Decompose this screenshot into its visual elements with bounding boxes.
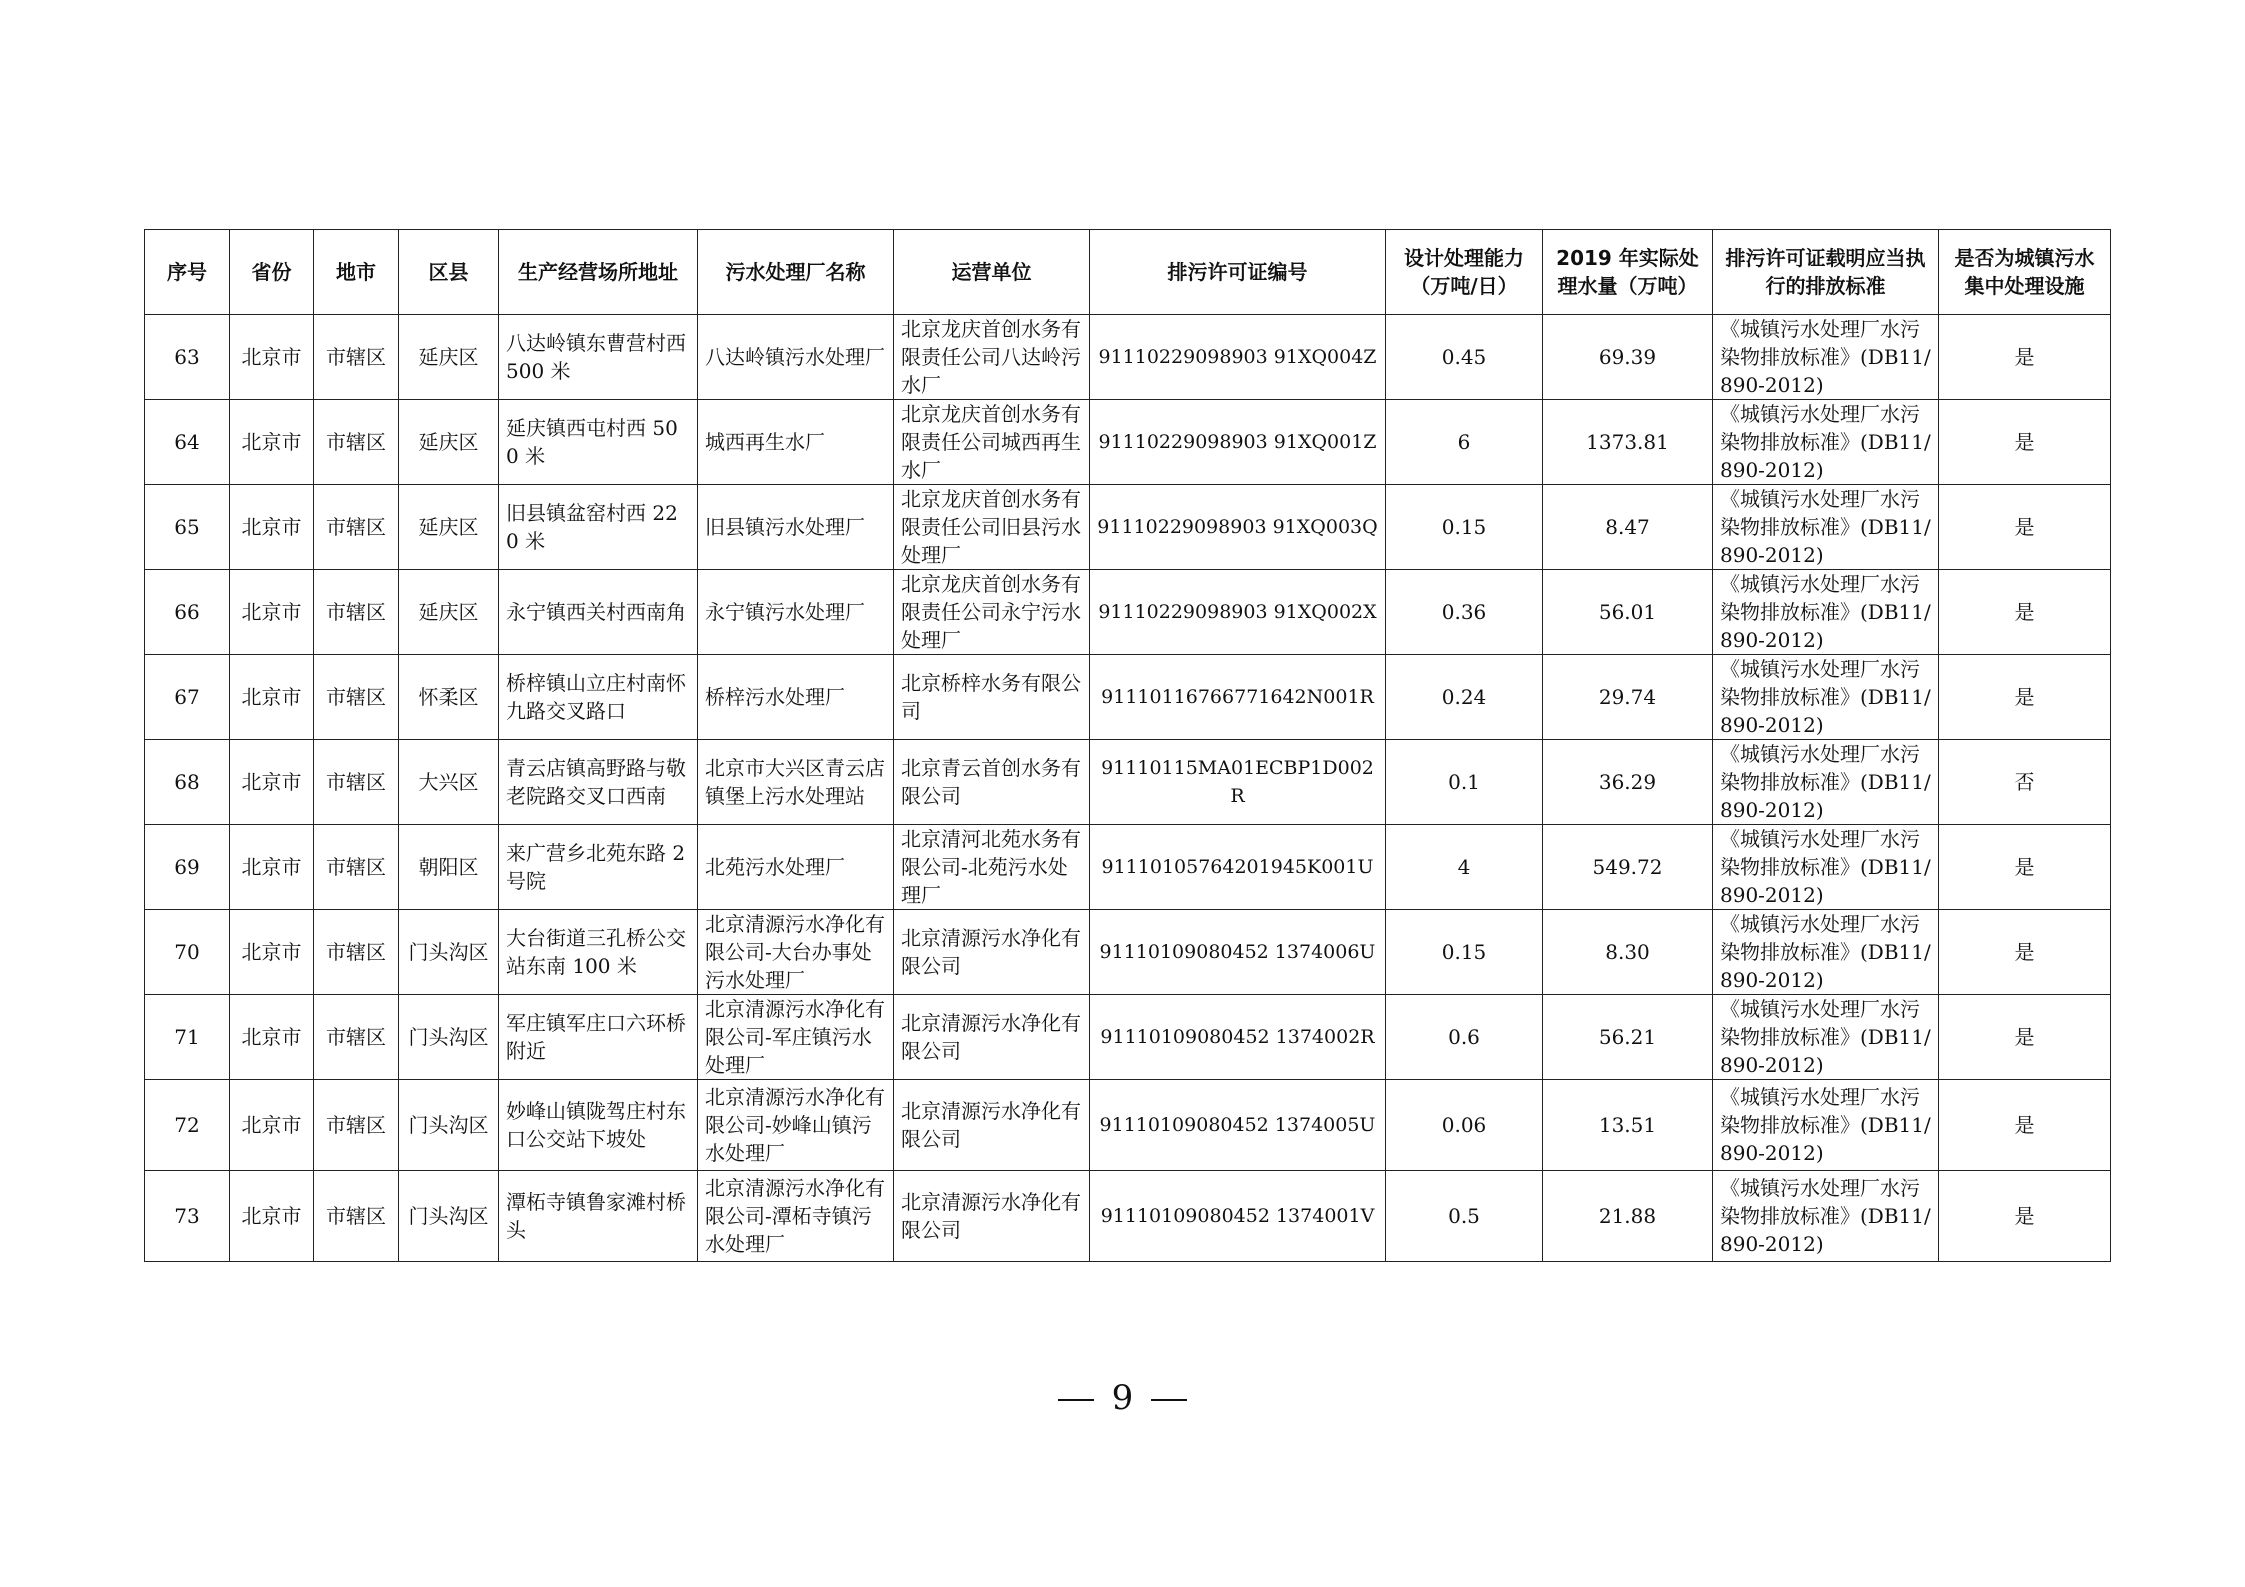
- table-row: [145, 485, 2111, 570]
- table-cell: 市辖区: [314, 740, 399, 825]
- table-cell: 北京清源污水净化有限公司: [894, 1080, 1090, 1171]
- table-cell: 0.15: [1386, 485, 1543, 570]
- table-cell: 来广营乡北苑东路 2 号院: [499, 825, 698, 910]
- header-cell: 排污许可证编号: [1090, 230, 1386, 315]
- table-cell: 北京清源污水净化有限公司-妙峰山镇污水处理厂: [698, 1080, 894, 1171]
- table-cell: 91110229098903 91XQ002X: [1090, 570, 1386, 655]
- table-cell: 71: [145, 995, 230, 1080]
- table-cell: 大兴区: [399, 740, 499, 825]
- table-cell: 朝阳区: [399, 825, 499, 910]
- table-cell: 北京市: [230, 740, 314, 825]
- table-cell: 旧县镇污水处理厂: [698, 485, 894, 570]
- table-cell: 妙峰山镇陇驾庄村东口公交站下坡处: [499, 1080, 698, 1171]
- table-row: [145, 1171, 2111, 1262]
- table-cell: 0.6: [1386, 995, 1543, 1080]
- table-cell: 门头沟区: [399, 910, 499, 995]
- table-cell: 64: [145, 400, 230, 485]
- table-cell: 是: [1939, 1080, 2111, 1171]
- table-cell: 北京龙庆首创水务有限责任公司八达岭污水厂: [894, 315, 1090, 400]
- header-cell: 地市: [314, 230, 399, 315]
- table-cell: 北京青云首创水务有限公司: [894, 740, 1090, 825]
- table-cell: 延庆区: [399, 485, 499, 570]
- table-cell: 56.01: [1543, 570, 1713, 655]
- table-cell: 北京清源污水净化有限公司: [894, 995, 1090, 1080]
- table-cell: 91110105764201945K001U: [1090, 825, 1386, 910]
- table-cell: 永宁镇污水处理厂: [698, 570, 894, 655]
- table-cell: 北京市: [230, 485, 314, 570]
- header-cell: 是否为城镇污水集中处理设施: [1939, 230, 2111, 315]
- table-cell: 是: [1939, 655, 2111, 740]
- table-cell: 68: [145, 740, 230, 825]
- header-cell: 序号: [145, 230, 230, 315]
- table-cell: 29.74: [1543, 655, 1713, 740]
- table-cell: 6: [1386, 400, 1543, 485]
- table-cell: 《城镇污水处理厂水污染物排放标准》(DB11/890-2012): [1713, 485, 1939, 570]
- table-cell: 73: [145, 1171, 230, 1262]
- table-cell: 是: [1939, 485, 2111, 570]
- table-cell: 市辖区: [314, 570, 399, 655]
- header-cell: 污水处理厂名称: [698, 230, 894, 315]
- table-cell: 91110109080452 1374005U: [1090, 1080, 1386, 1171]
- table-cell: 13.51: [1543, 1080, 1713, 1171]
- table-cell: 桥梓镇山立庄村南怀九路交叉路口: [499, 655, 698, 740]
- footer-dash-right: [1151, 1399, 1187, 1401]
- table-cell: 91110109080452 1374006U: [1090, 910, 1386, 995]
- table-cell: 是: [1939, 400, 2111, 485]
- table-cell: 《城镇污水处理厂水污染物排放标准》(DB11/890-2012): [1713, 995, 1939, 1080]
- header-cell: 运营单位: [894, 230, 1090, 315]
- table-cell: 《城镇污水处理厂水污染物排放标准》(DB11/890-2012): [1713, 1171, 1939, 1262]
- table-cell: 门头沟区: [399, 1080, 499, 1171]
- table-cell: 《城镇污水处理厂水污染物排放标准》(DB11/890-2012): [1713, 910, 1939, 995]
- table-cell: 市辖区: [314, 655, 399, 740]
- table-cell: 《城镇污水处理厂水污染物排放标准》(DB11/890-2012): [1713, 400, 1939, 485]
- table-cell: 《城镇污水处理厂水污染物排放标准》(DB11/890-2012): [1713, 315, 1939, 400]
- table-cell: 门头沟区: [399, 1171, 499, 1262]
- table-cell: 91110109080452 1374002R: [1090, 995, 1386, 1080]
- table-cell: 市辖区: [314, 315, 399, 400]
- table-cell: 0.5: [1386, 1171, 1543, 1262]
- table-cell: 八达岭镇污水处理厂: [698, 315, 894, 400]
- table-cell: 0.15: [1386, 910, 1543, 995]
- table-cell: 66: [145, 570, 230, 655]
- table-cell: 《城镇污水处理厂水污染物排放标准》(DB11/890-2012): [1713, 1080, 1939, 1171]
- table-cell: 北京市大兴区青云店镇堡上污水处理站: [698, 740, 894, 825]
- table-cell: 市辖区: [314, 400, 399, 485]
- table-cell: 是: [1939, 1171, 2111, 1262]
- table-cell: 91110229098903 91XQ003Q: [1090, 485, 1386, 570]
- table-cell: 4: [1386, 825, 1543, 910]
- table-cell: 91110116766771642N001R: [1090, 655, 1386, 740]
- table-cell: 北京市: [230, 1080, 314, 1171]
- table-cell: 北京清河北苑水务有限公司-北苑污水处理厂: [894, 825, 1090, 910]
- table-cell: 72: [145, 1080, 230, 1171]
- table-cell: 0.45: [1386, 315, 1543, 400]
- table-header-row: [145, 230, 2111, 315]
- table-cell: 是: [1939, 910, 2111, 995]
- header-cell: 区县: [399, 230, 499, 315]
- table-cell: 《城镇污水处理厂水污染物排放标准》(DB11/890-2012): [1713, 655, 1939, 740]
- header-cell: 生产经营场所地址: [499, 230, 698, 315]
- table-cell: 《城镇污水处理厂水污染物排放标准》(DB11/890-2012): [1713, 825, 1939, 910]
- table-cell: 《城镇污水处理厂水污染物排放标准》(DB11/890-2012): [1713, 570, 1939, 655]
- table-cell: 北京龙庆首创水务有限责任公司城西再生水厂: [894, 400, 1090, 485]
- table-cell: 延庆区: [399, 315, 499, 400]
- table-cell: 是: [1939, 570, 2111, 655]
- table-cell: 《城镇污水处理厂水污染物排放标准》(DB11/890-2012): [1713, 740, 1939, 825]
- table-cell: 91110115MA01ECBP1D002R: [1090, 740, 1386, 825]
- table-cell: 北京清源污水净化有限公司-潭柘寺镇污水处理厂: [698, 1171, 894, 1262]
- table-cell: 36.29: [1543, 740, 1713, 825]
- table-cell: 8.30: [1543, 910, 1713, 995]
- table-cell: 0.1: [1386, 740, 1543, 825]
- table-cell: 否: [1939, 740, 2111, 825]
- table-cell: 70: [145, 910, 230, 995]
- table-cell: 潭柘寺镇鲁家滩村桥头: [499, 1171, 698, 1262]
- table-cell: 北京桥梓水务有限公司: [894, 655, 1090, 740]
- table-cell: 桥梓污水处理厂: [698, 655, 894, 740]
- table-cell: 是: [1939, 825, 2111, 910]
- footer-dash-left: [1058, 1399, 1094, 1401]
- table-cell: 21.88: [1543, 1171, 1713, 1262]
- table-row: [145, 740, 2111, 825]
- table-cell: 八达岭镇东曹营村西 500 米: [499, 315, 698, 400]
- table-row: [145, 825, 2111, 910]
- table-cell: 北京市: [230, 1171, 314, 1262]
- table-cell: 大台街道三孔桥公交站东南 100 米: [499, 910, 698, 995]
- table-row: [145, 570, 2111, 655]
- header-cell: 省份: [230, 230, 314, 315]
- header-cell: 2019 年实际处理水量（万吨）: [1543, 230, 1713, 315]
- table-cell: 56.21: [1543, 995, 1713, 1080]
- table-cell: 北京市: [230, 315, 314, 400]
- table-cell: 市辖区: [314, 485, 399, 570]
- page-number: 9: [1111, 1378, 1134, 1418]
- table-cell: 65: [145, 485, 230, 570]
- table-cell: 是: [1939, 995, 2111, 1080]
- facility-table: [144, 229, 2111, 1262]
- table-cell: 0.24: [1386, 655, 1543, 740]
- table-row: [145, 315, 2111, 400]
- table-cell: 永宁镇西关村西南角: [499, 570, 698, 655]
- table-cell: 市辖区: [314, 995, 399, 1080]
- table-cell: 市辖区: [314, 910, 399, 995]
- table-cell: 延庆镇西屯村西 500 米: [499, 400, 698, 485]
- table-cell: 1373.81: [1543, 400, 1713, 485]
- table-cell: 北京清源污水净化有限公司: [894, 910, 1090, 995]
- table-cell: 市辖区: [314, 1080, 399, 1171]
- table-cell: 北京龙庆首创水务有限责任公司旧县污水处理厂: [894, 485, 1090, 570]
- table-cell: 0.06: [1386, 1080, 1543, 1171]
- table-row: [145, 910, 2111, 995]
- table-cell: 旧县镇盆窑村西 220 米: [499, 485, 698, 570]
- table-cell: 北京清源污水净化有限公司-军庄镇污水处理厂: [698, 995, 894, 1080]
- table-row: [145, 995, 2111, 1080]
- table-row: [145, 655, 2111, 740]
- page-footer: [0, 1378, 2245, 1418]
- table-cell: 91110109080452 1374001V: [1090, 1171, 1386, 1262]
- table-cell: 69.39: [1543, 315, 1713, 400]
- header-cell: 设计处理能力（万吨/日）: [1386, 230, 1543, 315]
- table-cell: 门头沟区: [399, 995, 499, 1080]
- table-cell: 北京市: [230, 995, 314, 1080]
- table-cell: 延庆区: [399, 570, 499, 655]
- header-cell: 排污许可证载明应当执行的排放标准: [1713, 230, 1939, 315]
- table-cell: 67: [145, 655, 230, 740]
- table-cell: 市辖区: [314, 825, 399, 910]
- table-cell: 91110229098903 91XQ001Z: [1090, 400, 1386, 485]
- table-cell: 军庄镇军庄口六环桥附近: [499, 995, 698, 1080]
- table-cell: 延庆区: [399, 400, 499, 485]
- table-cell: 市辖区: [314, 1171, 399, 1262]
- table-cell: 北京清源污水净化有限公司-大台办事处污水处理厂: [698, 910, 894, 995]
- table-cell: 怀柔区: [399, 655, 499, 740]
- table-cell: 北京市: [230, 825, 314, 910]
- table-cell: 91110229098903 91XQ004Z: [1090, 315, 1386, 400]
- table-cell: 北京清源污水净化有限公司: [894, 1171, 1090, 1262]
- table-cell: 549.72: [1543, 825, 1713, 910]
- table-cell: 是: [1939, 315, 2111, 400]
- table-cell: 69: [145, 825, 230, 910]
- table-cell: 北京市: [230, 400, 314, 485]
- table-cell: 0.36: [1386, 570, 1543, 655]
- table-cell: 青云店镇高野路与敬老院路交叉口西南: [499, 740, 698, 825]
- table-cell: 8.47: [1543, 485, 1713, 570]
- table-row: [145, 400, 2111, 485]
- table-cell: 北京市: [230, 655, 314, 740]
- table-cell: 北京龙庆首创水务有限责任公司永宁污水处理厂: [894, 570, 1090, 655]
- table-cell: 北苑污水处理厂: [698, 825, 894, 910]
- table-cell: 城西再生水厂: [698, 400, 894, 485]
- table-cell: 63: [145, 315, 230, 400]
- table-row: [145, 1080, 2111, 1171]
- table-cell: 北京市: [230, 570, 314, 655]
- table-cell: 北京市: [230, 910, 314, 995]
